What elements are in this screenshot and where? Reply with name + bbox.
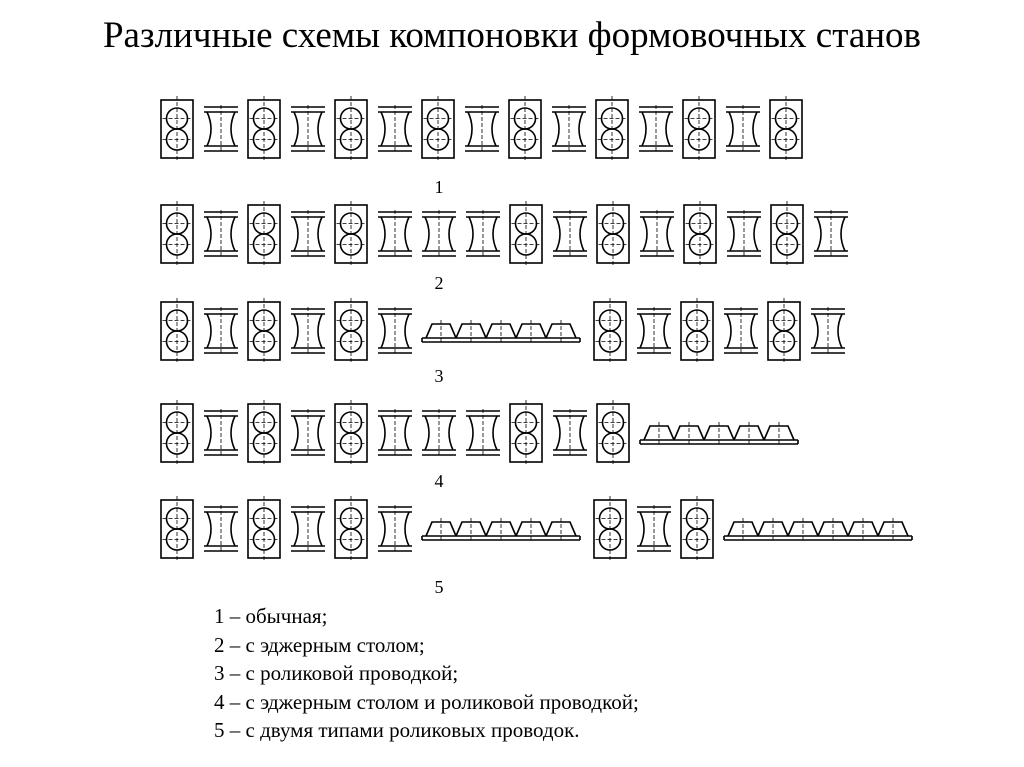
roller-guide [486,518,516,542]
horizontal-stand [335,298,367,364]
vertical-stand [378,409,412,457]
vertical-stand [466,210,500,258]
roller-guide [788,518,818,542]
row-number-1: 1 [434,177,444,197]
horizontal-stand [248,496,280,562]
roller-guide [486,320,516,344]
roller-guide [422,320,456,344]
row-5 [161,496,912,562]
roller-guide [456,320,486,344]
row-3 [161,298,845,364]
vertical-stand [378,307,412,355]
vertical-stand [727,210,761,258]
legend-item-5: 5 – с двумя типами роликовых проводок. [214,718,580,742]
row-1 [161,96,802,162]
horizontal-stand [161,496,193,562]
row-number-2: 2 [434,273,444,293]
legend-item-3: 3 – с роликовой проводкой; [214,661,459,685]
roller-guide [516,518,546,542]
vertical-stand [637,505,671,553]
horizontal-stand [771,201,803,267]
roller-guide [704,422,734,446]
horizontal-stand [335,496,367,562]
vertical-stand [552,105,586,153]
vertical-stand [291,210,325,258]
horizontal-stand [770,96,802,162]
legend [214,602,639,745]
roller-guide [674,422,704,446]
vertical-stand [814,210,848,258]
vertical-stand [291,307,325,355]
horizontal-stand [510,201,542,267]
vertical-stand [204,210,238,258]
row-2 [161,201,848,267]
vertical-stand [553,409,587,457]
legend-item-2: 2 – с эджерным столом; [214,632,425,657]
horizontal-stand [768,298,800,364]
roller-guide [546,518,580,542]
roller-guide [878,518,912,542]
vertical-stand [465,105,499,153]
horizontal-stand [597,400,629,466]
horizontal-stand [683,96,715,162]
horizontal-stand [248,400,280,466]
row-number-4: 4 [434,471,444,491]
vertical-stand [204,105,238,153]
vertical-stand [378,210,412,258]
roller-guide [546,320,580,344]
roller-guide [734,422,764,446]
horizontal-stand [335,201,367,267]
horizontal-stand [248,96,280,162]
roller-guide [764,422,798,446]
roller-guide [516,320,546,344]
vertical-stand [291,505,325,553]
roller-guide [848,518,878,542]
roller-guide [456,518,486,542]
vertical-stand [291,105,325,153]
horizontal-stand [594,496,626,562]
horizontal-stand [161,400,193,466]
vertical-stand [726,105,760,153]
horizontal-stand [248,298,280,364]
vertical-stand [291,409,325,457]
vertical-stand [204,505,238,553]
horizontal-stand [597,201,629,267]
horizontal-stand [248,201,280,267]
vertical-stand [378,505,412,553]
row-4 [161,400,798,466]
vertical-stand [204,409,238,457]
row-number-5: 5 [434,577,444,597]
vertical-stand [639,105,673,153]
horizontal-stand [161,201,193,267]
horizontal-stand [510,400,542,466]
horizontal-stand [335,400,367,466]
horizontal-stand [335,96,367,162]
horizontal-stand [161,298,193,364]
roller-guide [724,518,758,542]
roller-guide [640,422,674,446]
vertical-stand [378,105,412,153]
vertical-stand [204,307,238,355]
vertical-stand [811,307,845,355]
vertical-stand [724,307,758,355]
vertical-stand [422,409,456,457]
roller-guide [758,518,788,542]
vertical-stand [637,307,671,355]
roller-guide [818,518,848,542]
page-title: Различные схемы компоновки формовочных станов [102,15,922,56]
horizontal-stand [422,96,454,162]
horizontal-stand [684,201,716,267]
legend-item-4: 4 – с эджерным столом и роликовой проводкой; [214,689,639,714]
vertical-stand [640,210,674,258]
horizontal-stand [509,96,541,162]
row-number-3: 3 [434,366,444,386]
horizontal-stand [681,496,713,562]
roller-guide [422,518,456,542]
horizontal-stand [161,96,193,162]
horizontal-stand [596,96,628,162]
legend-item-1: 1 – обычная; [214,604,328,628]
vertical-stand [466,409,500,457]
vertical-stand [422,210,456,258]
vertical-stand [553,210,587,258]
horizontal-stand [594,298,626,364]
horizontal-stand [681,298,713,364]
